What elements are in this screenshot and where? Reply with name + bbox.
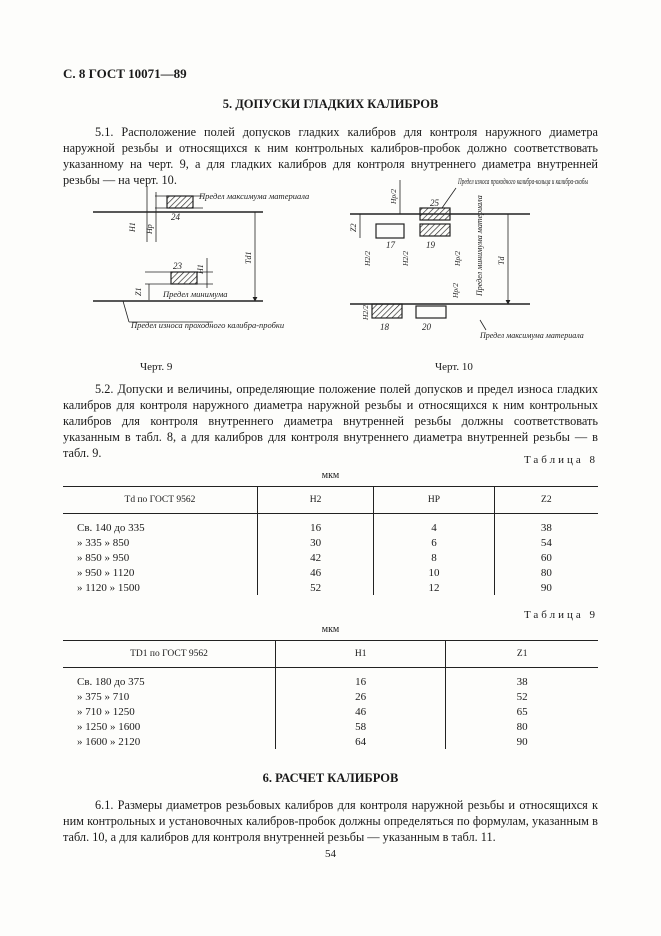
page-number: 54 (325, 848, 336, 860)
table-cell: 80 (494, 565, 598, 580)
table-8 (63, 486, 598, 595)
dim-z2: Z2 (349, 223, 358, 232)
dim-h2-mid: H2/2 (401, 251, 410, 266)
table-cell: 16 (276, 668, 446, 690)
box-18 (372, 304, 402, 318)
figure-10-diagram (330, 170, 598, 350)
table-cell: Св. 140 до 335 (77, 521, 145, 534)
box-19-label: 19 (426, 240, 435, 250)
table-row (63, 580, 598, 595)
table-row (63, 550, 598, 565)
table-cell: 8 (374, 550, 494, 565)
label-max-top: Предел максимума материала (199, 191, 310, 201)
table-cell: 64 (276, 734, 446, 749)
table-8-caption: Таблица 8 (523, 454, 598, 466)
dim-hp2-mid: Hp/2 (453, 251, 462, 266)
table-cell: 16 (258, 514, 374, 536)
table-cell: 80 (446, 719, 598, 734)
box-20 (416, 306, 446, 318)
dim-h1: H1 (128, 222, 137, 232)
table-cell: 90 (494, 580, 598, 595)
table-cell: 52 (446, 689, 598, 704)
table-row (63, 689, 598, 704)
table-9-caption: Таблица 9 (523, 609, 598, 621)
box-19 (420, 224, 450, 236)
table-cell: » 1120 » 1500 (77, 581, 140, 594)
table-cell: 30 (258, 535, 374, 550)
dim-hp2-top: Hp/2 (389, 189, 398, 204)
table-row (63, 668, 598, 690)
box-24-label: 24 (171, 212, 180, 222)
table-cell: 58 (276, 719, 446, 734)
box-24 (167, 196, 193, 208)
table-cell: » 335 » 850 (77, 536, 130, 549)
table-cell: 90 (446, 734, 598, 749)
box-25 (420, 208, 450, 220)
table-8-header: HP (374, 487, 494, 514)
label-max-10: Предел максимума материала (480, 331, 584, 340)
table-8-unit: мкм (321, 470, 340, 481)
dim-hp: Hp (145, 224, 154, 234)
table-cell: » 1600 » 2120 (77, 735, 141, 748)
dim-h2-left: H2/2 (363, 251, 372, 266)
table-8-header: Z2 (494, 487, 598, 514)
table-cell: 6 (374, 535, 494, 550)
page-header: С. 8 ГОСТ 10071—89 (63, 66, 187, 81)
table-cell: 65 (446, 704, 598, 719)
label-min-10: Предел минимума материала (475, 195, 484, 296)
dim-hp2-bottom: Hp/2 (451, 283, 460, 298)
section-6-title: 6. РАСЧЕТ КАЛИБРОВ (262, 771, 399, 785)
table-9-header: TD1 по ГОСТ 9562 (63, 641, 276, 668)
box-23-label: 23 (173, 261, 182, 271)
table-cell: 4 (374, 514, 494, 536)
paragraph-5-2: 5.2. Допуски и величины, определяющие положение полей допусков и предел износа гладких калибров для контроля наружного диаметра наружной резьбы и относящихся к ним контрольных калибров для контроля внутреннего диаметра внутренней резьбы должны соответствовать указанным в табл. 8, а для калибров для контроля внутреннего диаметра внутренней резьбы — в табл. 9. (63, 382, 598, 460)
figure-10-caption: Черт. 10 (435, 361, 473, 373)
table-cell: 60 (494, 550, 598, 565)
table-cell: 38 (446, 668, 598, 690)
table-cell: » 850 » 950 (77, 551, 130, 564)
dim-z1: Z1 (134, 287, 143, 296)
label-wear-10: Предел износа проходного калибра-кольца и калибра-скобы (457, 177, 589, 186)
box-25-label: 25 (430, 198, 439, 208)
table-row (63, 535, 598, 550)
paragraph-5-1: 5.1. Расположение полей допусков гладких калибров для контроля наружного диаметра наружной резьбы и относящихся к ним контрольных калибров-пробок должно соответствовать указанному на черт. 9, а для гладких калибров для контроля внутреннего диаметра внутренней резьбы — на черт. 10. (63, 125, 598, 187)
table-cell: » 950 » 1120 (77, 566, 135, 579)
table-8-header: Td по ГОСТ 9562 (63, 487, 258, 514)
table-cell: 12 (374, 580, 494, 595)
label-wear-9: Предел износа проходного калибра-пробки (131, 320, 285, 330)
dim-td1: Td1 (244, 251, 253, 264)
label-min: Предел минимума (163, 289, 228, 299)
table-cell: » 375 » 710 (77, 690, 130, 703)
box-17-label: 17 (386, 240, 395, 250)
box-23 (171, 272, 197, 284)
paragraph-6-1: 6.1. Размеры диаметров резьбовых калибров для контроля наружной резьбы и относящихся к ним контрольных и установочных калибров-пробок должны определяться по формулам, указанным в табл. 10, а для калибров для контроля внутренней резьбы — указанным в табл. 11. (63, 798, 598, 844)
table-cell: 10 (374, 565, 494, 580)
table-cell: » 1250 » 1600 (77, 720, 141, 733)
table-cell: 26 (276, 689, 446, 704)
box-20-label: 20 (422, 322, 431, 332)
table-cell: 42 (258, 550, 374, 565)
dim-h2-bottom: H2/2 (361, 305, 370, 320)
dim-h1-b: H1 (196, 264, 205, 274)
section-5-title: 5. ДОПУСКИ ГЛАДКИХ КАЛИБРОВ (222, 97, 439, 111)
table-cell: 46 (276, 704, 446, 719)
table-cell: 38 (494, 514, 598, 536)
table-9 (63, 640, 598, 749)
table-cell: 54 (494, 535, 598, 550)
figure-9-diagram (63, 172, 313, 352)
table-row (63, 734, 598, 749)
table-9-header: H1 (276, 641, 446, 668)
box-17 (376, 224, 404, 238)
table-cell: 46 (258, 565, 374, 580)
dim-td: Td (497, 256, 506, 265)
table-9-unit: мкм (321, 624, 340, 635)
table-8-header: H2 (258, 487, 374, 514)
table-row (63, 719, 598, 734)
table-row (63, 565, 598, 580)
table-row (63, 704, 598, 719)
table-cell: 52 (258, 580, 374, 595)
figure-9-caption: Черт. 9 (140, 361, 173, 373)
table-cell: » 710 » 1250 (77, 705, 135, 718)
table-cell: Св. 180 до 375 (77, 675, 145, 688)
box-18-label: 18 (380, 322, 389, 332)
table-row (63, 514, 598, 536)
table-9-header: Z1 (446, 641, 598, 668)
